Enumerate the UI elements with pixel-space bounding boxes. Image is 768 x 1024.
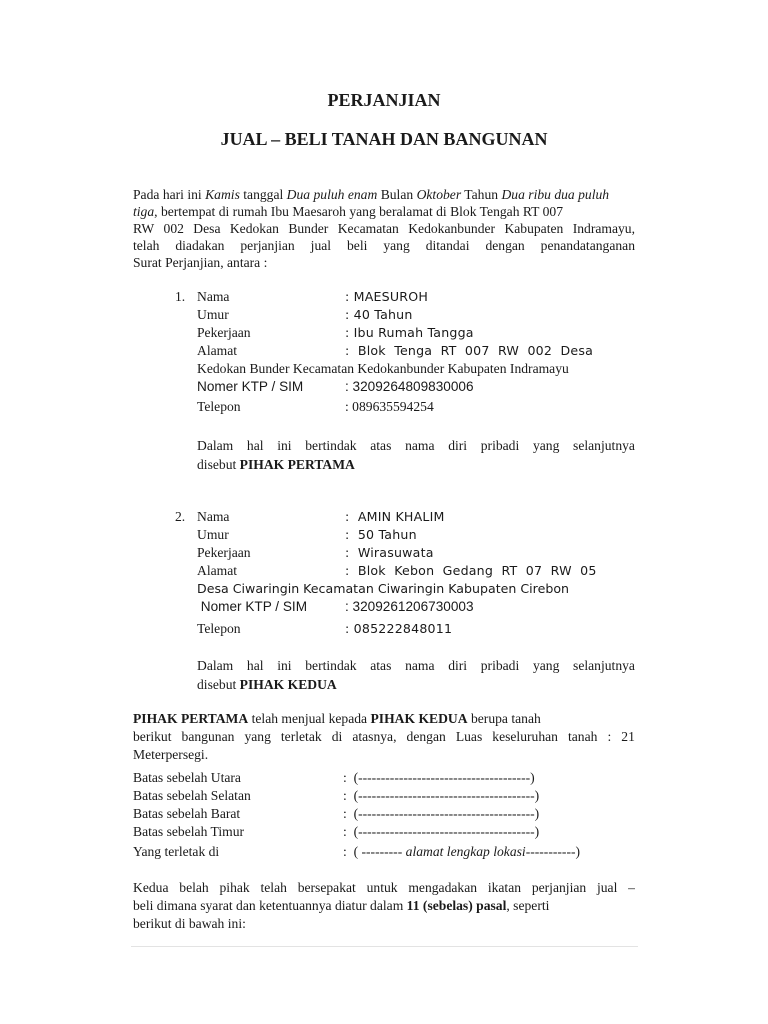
party-note [197,436,635,474]
document-subtitle: JUAL – BELI TANAH DAN BANGUNAN [220,129,548,149]
field-value: : MAESUROH [345,289,429,304]
word: atas [370,658,392,673]
field-label: Nama [197,509,230,524]
boundary-value: : (--------------------------------------) [343,770,535,785]
word: yang [383,238,410,253]
page-divider [131,946,638,947]
field-label: Nomer KTP / SIM [197,379,304,394]
note-line [197,457,355,472]
word: keseluruhan [492,729,558,744]
intro-line-3 [133,220,635,237]
field-label: Umur [197,307,229,322]
intro-line-4 [133,237,635,254]
word: atas [370,438,392,453]
intro-text: Bulan [377,187,417,202]
word: Kedokan [229,221,279,236]
boundary-label: Batas sebelah Utara [133,770,241,785]
word: bangunan [181,729,235,744]
party-role: PIHAK KEDUA [370,711,468,726]
intro-text: tanggal [239,187,287,202]
party-role: PIHAK KEDUA [239,677,337,692]
intro-line-2 [133,203,635,220]
field-label: Pekerjaan [197,325,251,340]
field-label: Telepon [197,621,241,636]
location-placeholder: alamat lengkap lokasi [405,844,526,859]
word: untuk [366,880,398,895]
party-role: PIHAK PERTAMA [239,457,355,472]
field-value: : Blok Kebon Gedang RT 07 RW 05 [345,563,597,578]
word: atasnya, [352,729,397,744]
word: Dalam [197,438,234,453]
closing-line-1 [133,879,635,897]
field-value: : 40 Tahun [345,307,413,322]
boundary-row [133,769,535,787]
intro-text: Tahun [461,187,502,202]
word: Kedokanbunder [408,221,496,236]
location-row [133,843,581,861]
boundary-row [133,805,540,823]
word: diri [448,438,468,453]
word: tanah [568,729,598,744]
location-text: -----------) [525,844,581,859]
word: Indramayu, [572,221,635,236]
word: perjanjian [240,238,295,253]
boundary-value: : (---------------------------------------) [343,788,540,803]
word: belah [179,880,209,895]
note-line [197,677,337,692]
word: : [607,729,612,744]
intro-text: , bertempat di rumah Ibu Maesaroh yang beralamat di Blok Tengah RT 007 [154,204,563,219]
sale-line-3: Meterpersegi. [133,747,209,762]
word: Luas [455,729,483,744]
location-value [343,843,580,861]
sale-text: telah menjual kepada [248,711,371,726]
note-line [197,436,635,455]
word: terletak [280,729,322,744]
field-value: : 089635594254 [345,399,434,414]
note-text: disebut [197,677,240,692]
boundary-value: : (---------------------------------------) [343,806,540,821]
sale-line-1 [133,710,635,728]
field-label: Nomer KTP / SIM [197,599,308,614]
word: hal [246,658,264,673]
word: ditandai [425,238,470,253]
boundary-label: Batas sebelah Timur [133,824,245,839]
word: bertindak [305,438,357,453]
field-label: Umur [197,527,229,542]
field-value: : 085222848011 [345,621,453,636]
intro-line-1 [133,186,635,203]
word: pihak [219,880,250,895]
address-continuation: Desa Ciwaringin Kecamatan Ciwaringin Kabupaten Cirebon [197,581,570,596]
word: Dalam [197,658,234,673]
field-label: Alamat [197,343,238,358]
field-value: : Ibu Rumah Tangga [345,325,474,340]
sale-text: berupa tanah [467,711,541,726]
field-value: : 3209264809830006 [345,379,474,394]
word: hal [246,438,264,453]
word: nama [405,658,435,673]
word: ini [277,658,292,673]
word: Bunder [288,221,329,236]
note-line [197,656,635,675]
word: berikut [133,729,172,744]
word: diadakan [175,238,225,253]
party-number: 1. [175,289,186,304]
field-label: Telepon [197,399,241,414]
word: mengadakan [408,880,478,895]
word: ini [277,438,292,453]
note-text: disebut [197,457,240,472]
field-value: : Wirasuwata [345,545,434,560]
word: selanjutnya [573,658,635,673]
closing-line-3: berikut di bawah ini: [133,916,246,931]
field-value: : Blok Tenga RT 007 RW 002 Desa [345,343,594,358]
field-label: Nama [197,289,230,304]
month-name: Oktober [416,187,462,202]
field-label: Pekerjaan [197,545,251,560]
word: – [628,880,635,895]
boundary-row [133,787,540,805]
word: perjanjian [531,880,587,895]
word: Kecamatan [337,221,399,236]
closing-paragraph [133,879,635,933]
word: 21 [621,729,635,744]
party-role: PIHAK PERTAMA [133,711,249,726]
field-value: : 50 Tahun [345,527,417,542]
party-number: 2. [175,509,186,524]
word: yang [532,658,560,673]
word: beli [347,238,368,253]
word: bersepakat [297,880,356,895]
word: telah [133,238,160,253]
party-note [197,656,635,694]
word: bertindak [305,658,357,673]
word: 002 [163,221,184,236]
word: RW [133,221,155,236]
location-text: : ( --------- [343,844,406,859]
document-title: PERJANJIAN [327,90,441,110]
field-value: : AMIN KHALIM [345,509,445,524]
word: jual [310,238,332,253]
word: yang [532,438,560,453]
field-value: : 3209261206730003 [345,599,474,614]
word: dengan [406,729,446,744]
day-name: Kamis [205,187,240,202]
word: telah [260,880,287,895]
sale-line-2 [133,728,635,746]
word: selanjutnya [573,438,635,453]
word: pribadi [480,658,520,673]
intro-text: Pada hari ini [133,187,206,202]
closing-line-2 [133,897,635,915]
word: jual [596,880,618,895]
intro-line-5: Surat Perjanjian, antara : [133,255,268,270]
boundary-row [133,823,540,841]
word: Kabupaten [504,221,564,236]
word: dengan [485,238,525,253]
article-count: 11 (sebelas) pasal [406,898,507,913]
closing-text: beli dimana syarat dan ketentuannya diatur dalam [133,898,407,913]
boundary-value: : (---------------------------------------) [343,824,540,839]
boundary-label: Batas sebelah Selatan [133,788,251,803]
year-words: Dua ribu dua puluh [501,187,610,202]
word: nama [405,438,435,453]
closing-text: , seperti [506,898,550,913]
year-words: tiga [133,204,155,219]
word: di [331,729,343,744]
intro-paragraph [133,186,635,271]
word: penandatanganan [540,238,635,253]
field-label: Alamat [197,563,238,578]
sale-paragraph [133,710,635,764]
word: Desa [193,221,221,236]
date-words: Dua puluh enam [286,187,378,202]
word: yang [244,729,271,744]
location-label: Yang terletak di [133,844,220,859]
word: diri [448,658,468,673]
word: ikatan [487,880,522,895]
address-continuation: Kedokan Bunder Kecamatan Kedokanbunder Kabupaten Indramayu [197,361,569,376]
word: pribadi [480,438,520,453]
word: Kedua [133,880,169,895]
boundary-label: Batas sebelah Barat [133,806,241,821]
